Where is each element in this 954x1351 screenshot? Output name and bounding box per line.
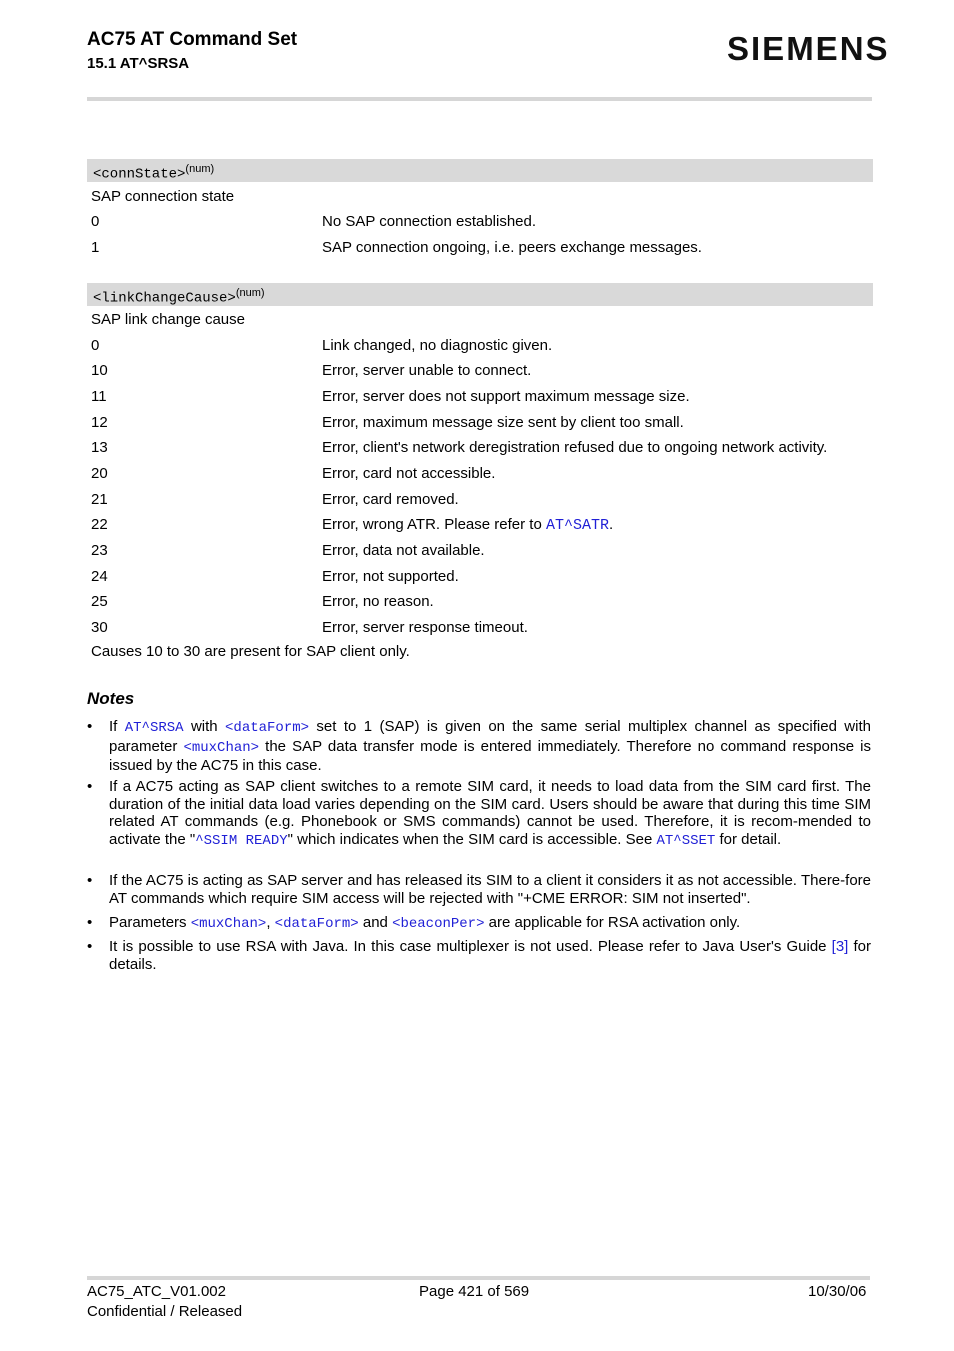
- param-name: <connState>$^{(num)}$: [93, 163, 215, 183]
- param-value-text: Error, data not available.: [322, 542, 485, 559]
- param-description: SAP link change cause: [91, 311, 245, 328]
- bullet-marker: •: [87, 778, 93, 795]
- notes-heading: Notes: [87, 689, 135, 708]
- section-title: 15.1 AT^SRSA: [87, 55, 190, 72]
- param-value: 13: [91, 439, 108, 456]
- document-title: AC75 AT Command Set: [87, 29, 298, 50]
- param-value-text: Link changed, no diagnostic given.: [322, 337, 553, 354]
- param-value: 0: [91, 337, 100, 354]
- param-value: 12: [91, 414, 108, 431]
- note-1: If AT^SRSA with <dataForm> set to 1 (SAP) is given on the same serial multiplex channel as specified with parameter <muxChan> the SAP data transfer mode is entered immediately. Therefore no command response is issued by the AC75 in this case.: [109, 718, 871, 775]
- link-muxchan[interactable]: <muxChan>: [190, 916, 267, 932]
- footer-divider: [87, 1276, 870, 1280]
- link-at-srsa[interactable]: AT^SRSA: [124, 720, 184, 736]
- footer-doc-id: AC75_ATC_V01.002: [87, 1283, 226, 1300]
- param-value: 1: [91, 239, 100, 256]
- siemens-logo: SIEMENS: [727, 30, 890, 67]
- param-value-text: Error, card removed.: [322, 491, 459, 508]
- link-beaconper[interactable]: <beaconPer>: [392, 916, 485, 932]
- link-dataform[interactable]: <dataForm>: [225, 720, 310, 736]
- param-header-connstate: [87, 159, 873, 182]
- param-value: 21: [91, 491, 108, 508]
- link-ref-3[interactable]: [3]: [831, 938, 849, 955]
- footer-date: 10/30/06: [808, 1283, 867, 1300]
- param-value-text: Error, maximum message size sent by client too small.: [322, 414, 684, 431]
- link-dataform[interactable]: <dataForm>: [274, 916, 359, 932]
- link-at-sset[interactable]: AT^SSET: [656, 832, 716, 849]
- param-value-text: Error, card not accessible.: [322, 465, 496, 482]
- param-value: 0: [91, 213, 100, 230]
- param-value-text: Error, server does not support maximum message size.: [322, 388, 690, 405]
- footer-confidentiality: Confidential / Released: [87, 1303, 243, 1320]
- param-value-text: Error, server unable to connect.: [322, 362, 532, 379]
- param-value: 24: [91, 568, 108, 585]
- note-2: If a AC75 acting as SAP client switches to a remote SIM card, it needs to load data from the SIM card first. The duration of the initial data load varies depending on the SIM card. Users should be aware that during this time SIM related AT commands (e.g. Phonebook or SMS commands) cannot be used. Therefore, it is recom-mended to activate the "^SSIM READY" which indicates when the SIM card is accessible. See AT^SSET for detail.: [109, 778, 871, 849]
- param-value: 22: [91, 516, 108, 533]
- param-description: SAP connection state: [91, 188, 235, 205]
- link-muxchan[interactable]: <muxChan>: [183, 739, 260, 756]
- param-footnote: Causes 10 to 30 are present for SAP client only.: [91, 643, 410, 660]
- param-value: 11: [91, 388, 107, 405]
- note-5: It is possible to use RSA with Java. In this case multiplexer is not used. Please refer to Java User's Guide [3] for details.: [109, 938, 871, 973]
- param-value: 30: [91, 619, 108, 636]
- param-name: <linkChangeCause>$^{(num)}$: [93, 287, 265, 307]
- bullet-marker: •: [87, 872, 93, 889]
- bullet-marker: •: [87, 718, 93, 735]
- param-value: 23: [91, 542, 108, 559]
- bullet-marker: •: [87, 938, 93, 955]
- note-4: Parameters <muxChan>, <dataForm> and <beaconPer> are applicable for RSA activation only.: [109, 914, 741, 932]
- footer-page-number: Page 421 of 569: [419, 1283, 530, 1300]
- param-value-text: Error, client's network deregistration refused due to ongoing network activity.: [322, 439, 828, 456]
- note-3: If the AC75 is acting as SAP server and has released its SIM to a client it considers it as not accessible. There-fore AT commands which require SIM access will be rejected with "+CME ERROR: SIM not inserted".: [109, 872, 871, 907]
- param-value-text: Error, no reason.: [322, 593, 434, 610]
- bullet-marker: •: [87, 914, 93, 931]
- link-at-satr[interactable]: AT^SATR: [545, 517, 609, 534]
- link-ssim-ready[interactable]: ^SSIM READY: [195, 832, 288, 849]
- param-header-linkchangecause: [87, 283, 873, 306]
- param-value-text: No SAP connection established.: [322, 213, 537, 230]
- param-value-text: SAP connection ongoing, i.e. peers exchange messages.: [322, 239, 702, 256]
- header-divider: [87, 97, 872, 101]
- param-value: 20: [91, 465, 108, 482]
- param-value-text: Error, not supported.: [322, 568, 459, 585]
- param-value: 25: [91, 593, 108, 610]
- param-value: 10: [91, 362, 108, 379]
- param-value-text: Error, server response timeout.: [322, 619, 528, 636]
- param-value-text: Error, wrong ATR. Please refer to AT^SATR.: [322, 516, 614, 534]
